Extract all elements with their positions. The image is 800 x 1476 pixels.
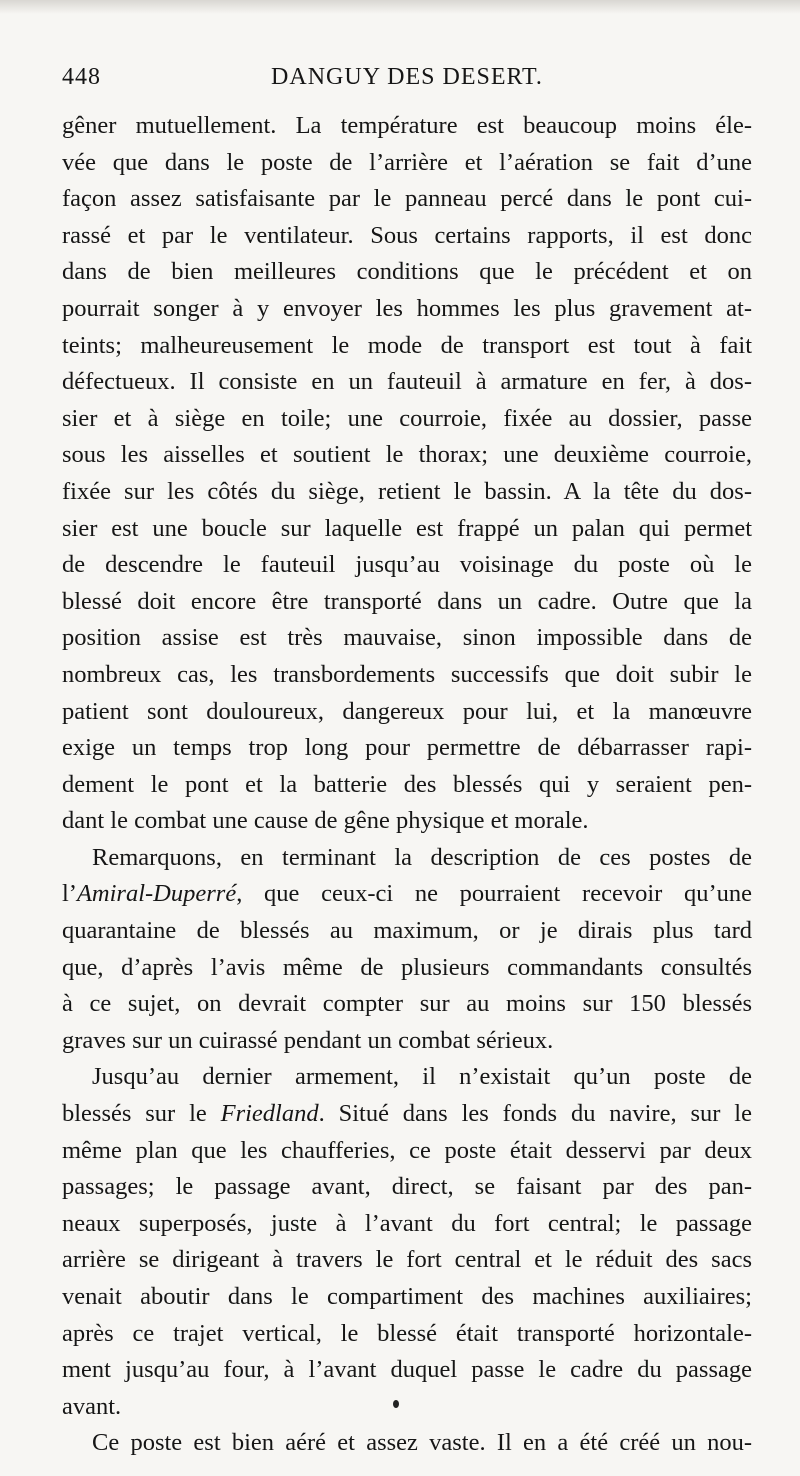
- paragraph-start-line: Remarquons, en terminant la description de ces postes de: [92, 843, 752, 871]
- text-line: patient sont douloureux, dangereux pour lui, et la manœuvre: [62, 697, 752, 725]
- paragraph-start-line: Jusqu’au dernier armement, il n’existait qu’un poste de: [92, 1063, 752, 1091]
- text-line: sous les aisselles et soutient le thorax; une deuxième courroie,: [62, 441, 752, 469]
- paragraph-end-line: dant le combat une cause de gêne physique et morale.: [62, 807, 589, 835]
- text-line: sier est une boucle sur laquelle est frappé un palan qui permet: [62, 514, 752, 542]
- text-line: arrière se dirigeant à travers le fort central et le réduit des sacs: [62, 1246, 752, 1274]
- paragraph-start-line: Ce poste est bien aéré et assez vaste. Il en a été créé un nou-: [92, 1429, 752, 1457]
- text-line: dans de bien meilleures conditions que le précédent et on: [62, 258, 752, 286]
- text-line: gêner mutuellement. La température est beaucoup moins éle-: [62, 112, 752, 139]
- text-line: sier et à siège en toile; une courroie, fixée au dossier, passe: [62, 404, 752, 432]
- text-line: l’Amiral-Duperré, que ceux-ci ne pourraient recevoir qu’une: [62, 880, 752, 908]
- text-line: fixée sur les côtés du siège, retient le bassin. A la tête du dos-: [62, 477, 752, 505]
- page-number: 448: [62, 64, 101, 90]
- text-line: pourrait songer à y envoyer les hommes les plus gravement at-: [62, 294, 752, 322]
- text-line: quarantaine de blessés au maximum, or je dirais plus tard: [62, 917, 752, 945]
- ship-name: Friedland: [220, 1100, 319, 1128]
- text-line: ment jusqu’au four, à l’avant duquel passe le cadre du passage: [62, 1356, 752, 1384]
- text-line: vée que dans le poste de l’arrière et l’aération se fait d’une: [62, 148, 752, 176]
- text-line: même plan que les chaufferies, ce poste était desservi par deux: [62, 1136, 752, 1164]
- text-line: de descendre le fauteuil jusqu’au voisinage du poste où le: [62, 551, 752, 579]
- ship-name: Amiral-Duperré: [76, 880, 237, 908]
- body-text: [62, 108, 752, 1462]
- text-line: blessés sur le Friedland. Situé dans les fonds du navire, sur le: [62, 1100, 752, 1128]
- text-line: défectueux. Il consiste en un fauteuil à armature en fer, à dos-: [62, 368, 752, 396]
- page-header: [62, 64, 752, 104]
- text-line: nombreux cas, les transbordements successifs que doit subir le: [62, 660, 752, 688]
- text-line: exige un temps trop long pour permettre de débarrasser rapi-: [62, 734, 752, 762]
- text-line: position assise est très mauvaise, sinon impossible dans de: [62, 624, 752, 652]
- text-line: neaux superposés, juste à l’avant du fort central; le passage: [62, 1209, 752, 1237]
- text-line: venait aboutir dans le compartiment des machines auxiliaires;: [62, 1283, 752, 1310]
- text-line: façon assez satisfaisante par le panneau percé dans le pont cui-: [62, 185, 752, 213]
- text-line: teints; malheureusement le mode de transport est tout à fait: [62, 331, 752, 359]
- text-line: passages; le passage avant, direct, se faisant par des pan-: [62, 1173, 752, 1201]
- text-line: à ce sujet, on devrait compter sur au moins sur 150 blessés: [62, 990, 752, 1018]
- paragraph-end-line: graves sur un cuirassé pendant un combat sérieux.: [62, 1026, 554, 1054]
- text-line: que, d’après l’avis même de plusieurs commandants consultés: [62, 953, 752, 981]
- paragraph-end-line: avant.: [62, 1392, 122, 1420]
- text-line: blessé doit encore être transporté dans un cadre. Outre que la: [62, 587, 752, 615]
- text-line: après ce trajet vertical, le blessé était transporté horizontale-: [62, 1319, 752, 1347]
- page-edge-shadow: [0, 0, 800, 14]
- running-head: DANGUY DES DESERT.: [271, 64, 543, 90]
- text-line: dement le pont et la batterie des blessés qui y seraient pen-: [62, 770, 752, 798]
- text-line: rassé et par le ventilateur. Sous certains rapports, il est donc: [62, 221, 752, 249]
- signature-mark: [393, 1400, 399, 1408]
